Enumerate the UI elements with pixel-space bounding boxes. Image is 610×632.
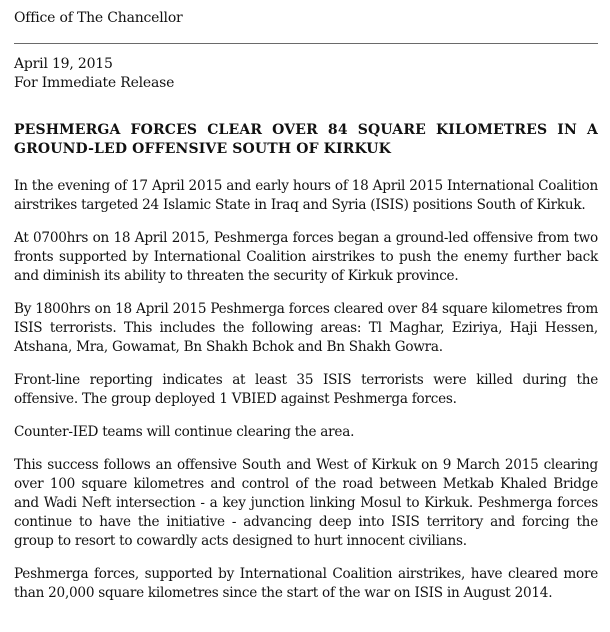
article-body: [14, 177, 598, 617]
release-meta: [14, 55, 174, 93]
paragraph: Front-line reporting indicates at least 35 ISIS terrorists were killed during the offensive. The group deployed 1 VBIED against Peshmerga forces.: [14, 372, 598, 407]
paragraph: By 1800hrs on 18 April 2015 Peshmerga forces cleared over 84 square kilometres from ISIS terrorists. This includes the following areas: Tl Maghar, Eziriya, Haji Hessen, Atshana, Mra, Gowamat, Bn Shakh Bchok and Bn Shakh Gowra.: [14, 301, 598, 355]
release-status: For Immediate Release: [14, 75, 175, 91]
release-date: April 19, 2015: [14, 56, 113, 72]
paragraph: In the evening of 17 April 2015 and early hours of 18 April 2015 International Coalition airstrikes targeted 24 Islamic State in Iraq and Syria (ISIS) positions South of Kirkuk.: [14, 178, 598, 213]
office-name: Office of The Chancellor: [14, 10, 183, 26]
header-divider: [14, 43, 598, 44]
paragraph: Counter-IED teams will continue clearing the area.: [14, 424, 355, 440]
paragraph: Peshmerga forces, supported by International Coalition airstrikes, have cleared more than 20,000 square kilometres since the start of the war on ISIS in August 2014.: [14, 566, 598, 601]
paragraph: At 0700hrs on 18 April 2015, Peshmerga forces began a ground-led offensive from two fronts supported by International Coalition airstrikes to push the enemy further back and diminish its ability to threaten the security of Kirkuk province.: [14, 230, 598, 284]
headline: PESHMERGA FORCES CLEAR OVER 84 SQUARE KILOMETRES IN A GROUND-LED OFFENSIVE SOUTH OF KIRKUK: [14, 122, 598, 157]
paragraph: This success follows an offensive South and West of Kirkuk on 9 March 2015 clearing over 100 square kilometres and control of the road between Metkab Khaled Bridge and Wadi Neft intersection - a key junction linking Mosul to Kirkuk. Peshmerga forces continue to have the initiative - advancing deep into ISIS territory and forcing the group to resort to cowardly acts designed to hurt innocent civilians.: [14, 457, 598, 549]
